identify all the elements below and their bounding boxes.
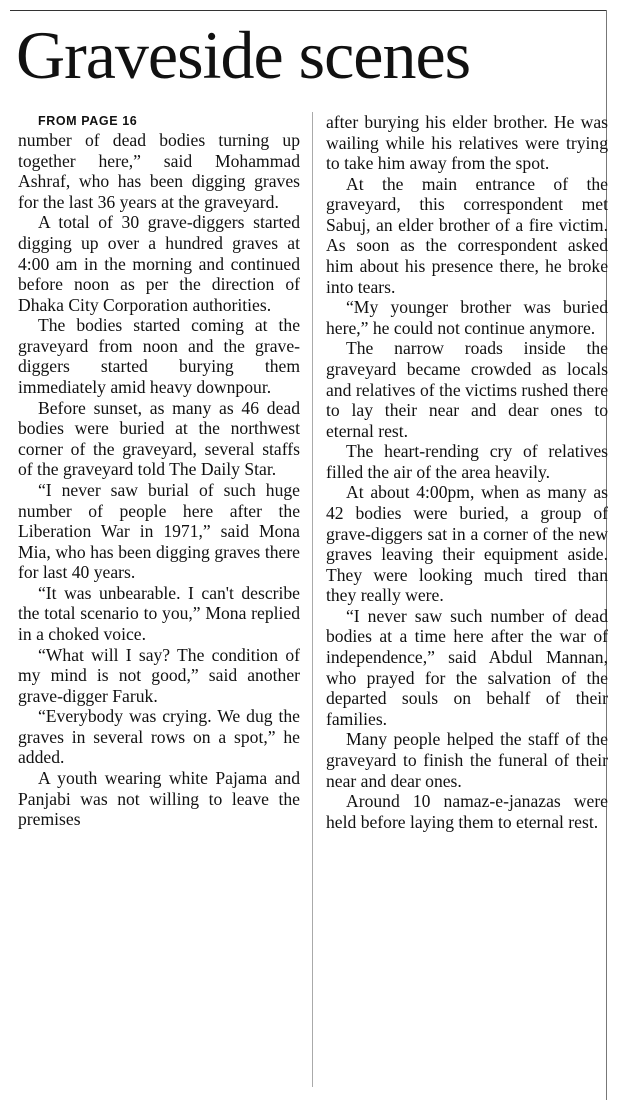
right-column: [326, 112, 608, 832]
top-rule: [10, 10, 607, 11]
paragraph: The heart-rending cry of relatives filled the air of the area heavily.: [326, 441, 608, 482]
paragraph: Around 10 namaz-e-janazas were held before laying them to eternal rest.: [326, 791, 608, 832]
paragraph: At the main entrance of the graveyard, this correspondent met Sabuj, an elder brother of a fire victim. As soon as the correspondent asked him about his presence there, he broke into tears.: [326, 173, 608, 297]
left-column: [18, 112, 300, 830]
paragraph: “It was unbearable. I can't describe the total scenario to you,” Mona replied in a choked voice.: [18, 582, 300, 644]
paragraph: “What will I say? The condition of my mind is not good,” said another grave-digger Faruk.: [18, 644, 300, 706]
paragraph: “My younger brother was buried here,” he could not continue anymore.: [326, 297, 608, 338]
paragraph: after burying his elder brother. He was wailing while his relatives were trying to take him away from the spot.: [326, 112, 608, 174]
kicker-label: FROM PAGE 16: [38, 114, 138, 128]
paragraph: “I never saw burial of such huge number of people here after the Liberation War in 1971,” said Mona Mia, who has been digging graves there for last 40 years.: [18, 479, 300, 583]
headline: Graveside scenes: [16, 17, 471, 93]
paragraph: number of dead bodies turning up together here,” said Mohammad Ashraf, who has been digging graves for the last 36 years at the graveyard.: [18, 130, 300, 212]
paragraph: A youth wearing white Pajama and Panjabi was not willing to leave the premises: [18, 768, 300, 830]
column-divider: [312, 112, 313, 1087]
paragraph: “Everybody was crying. We dug the graves in several rows on a spot,” he added.: [18, 706, 300, 768]
paragraph: At about 4:00pm, when as many as 42 bodies were buried, a group of grave-diggers sat in a corner of the new graves leaving their equipment aside. They were looking much tired than they really were.: [326, 482, 608, 606]
paragraph: “I never saw such number of dead bodies at a time here after the war of independence,” said Abdul Mannan, who prayed for the salvation of the departed souls on behalf of their families.: [326, 605, 608, 729]
paragraph: The bodies started coming at the graveyard from noon and the grave-diggers started burying them immediately amid heavy downpour.: [18, 315, 300, 398]
paragraph: Before sunset, as many as 46 dead bodies were buried at the northwest corner of the graveyard, several staffs of the graveyard told The Daily Star.: [18, 397, 300, 480]
paragraph: A total of 30 grave-diggers started digging up over a hundred graves at 4:00 am in the morning and continued before noon as per the direction of Dhaka City Corporation authorities.: [18, 212, 300, 315]
paragraph: The narrow roads inside the graveyard became crowded as locals and relatives of the victims rushed there to lay their near and dear ones to eternal rest.: [326, 338, 608, 441]
paragraph: Many people helped the staff of the graveyard to finish the funeral of their near and dear ones.: [326, 729, 608, 791]
